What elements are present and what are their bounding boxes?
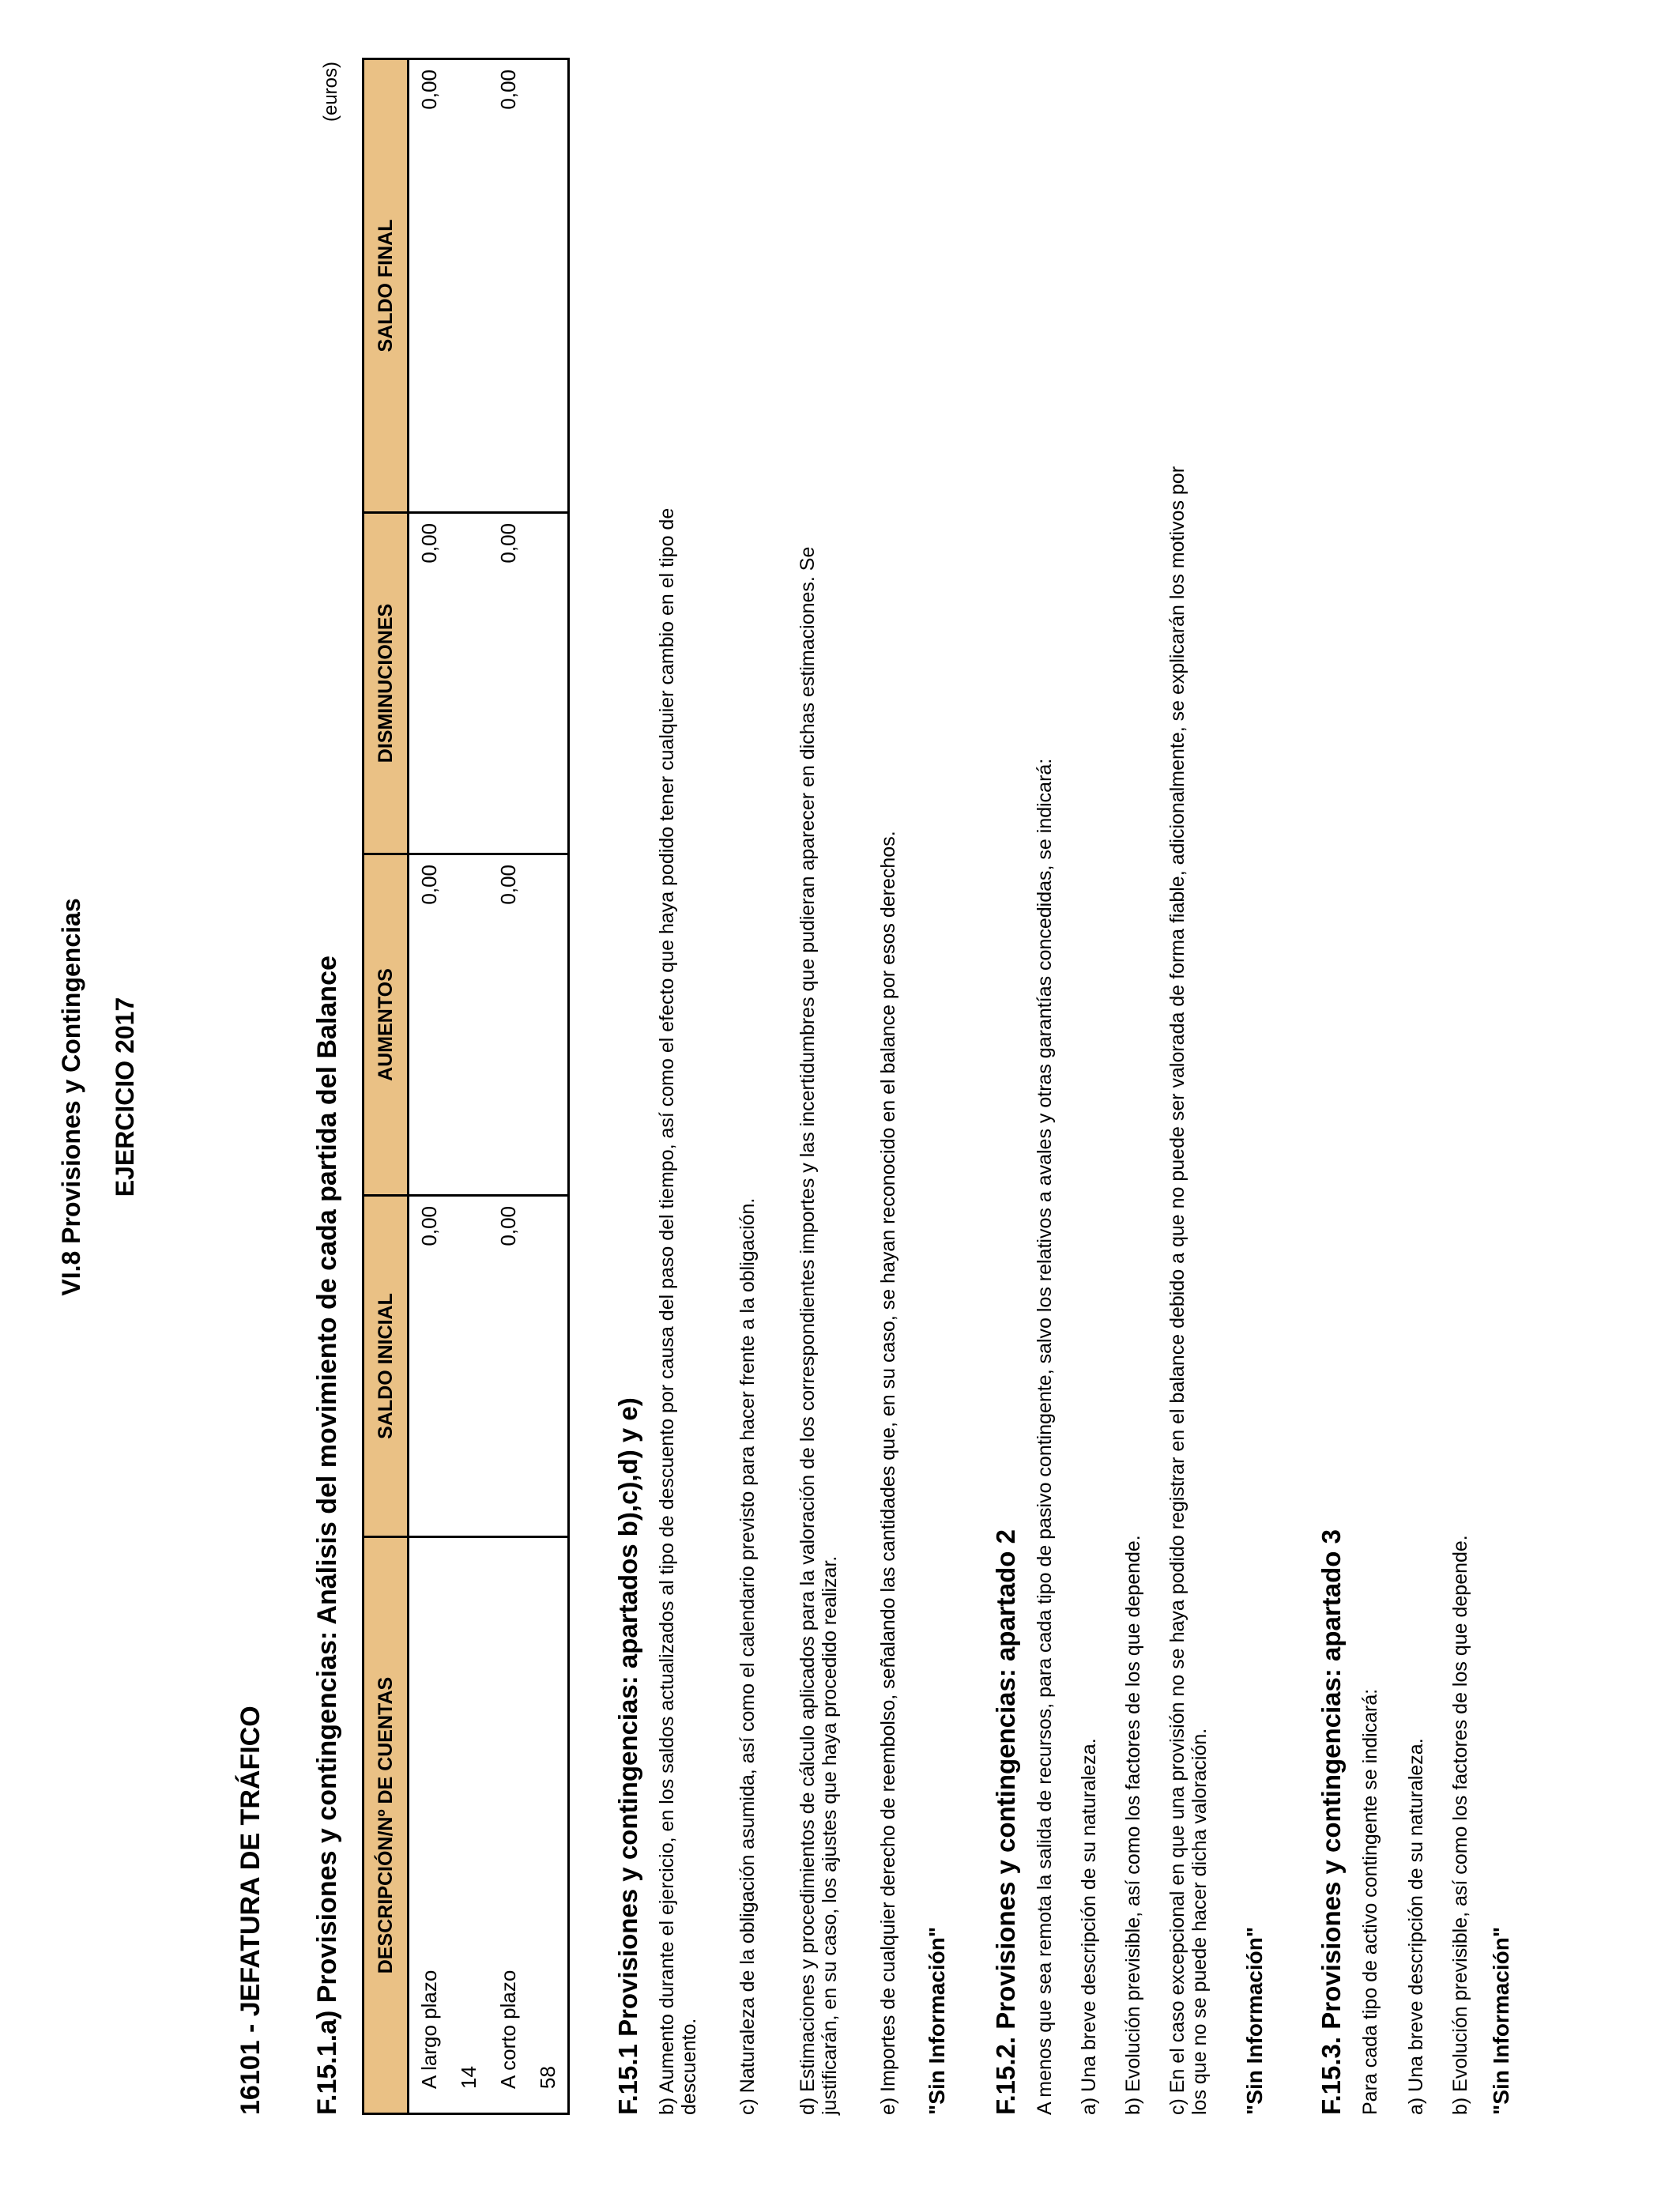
- disminuciones-value: 0,00: [417, 523, 441, 564]
- row-desc-cell: [409, 1537, 489, 2114]
- row-account: 58: [536, 2066, 559, 2089]
- saldo-final-value: 0,00: [496, 70, 520, 110]
- section-3-intro: Para cada tipo de activo contingente se indicará:: [1359, 1688, 1381, 2115]
- text-c: c) Naturaleza de la obligación asumida, así como el calendario previsto para hacer frente a la obligación.: [736, 1197, 759, 2115]
- aumentos-cell: [488, 854, 569, 1196]
- movement-table: [362, 58, 570, 2115]
- disminuciones-cell: [409, 513, 489, 854]
- saldo-final-value: 0,00: [417, 70, 441, 110]
- saldo-inicial-cell: [409, 1196, 489, 1537]
- table-row: [488, 59, 569, 2114]
- text-e: e) Importes de cualquier derecho de reembolso, señalando las cantidades que, en su caso, se hayan reconocido en el balance por esos derechos.: [877, 831, 899, 2115]
- col-header-aumentos: AUMENTOS: [363, 854, 409, 1196]
- text-d-line2: justificarán, en su caso, los ajustes que haya procedido realizar.: [819, 1555, 841, 2115]
- aumentos-cell: [409, 854, 489, 1196]
- unit-label: (euros): [320, 61, 341, 122]
- row-desc: A largo plazo: [417, 1970, 441, 2089]
- saldo-final-cell: [488, 59, 569, 513]
- section-2-c-line1: c) En el caso excepcional en que una provisión no se haya podido registrar en el balance debido a que no puede ser valorada de forma fiable, adicionalmente, se explicarán los motivos por: [1166, 466, 1188, 2115]
- text-d-line1: d) Estimaciones y procedimientos de cálculo aplicados para la valoración de los correspondientes importes y las incertidumbres que pudieran aparecer en dichas estimaciones. Se: [797, 546, 819, 2115]
- section-2-intro: A menos que sea remota la salida de recursos, para cada tipo de pasivo contingente, salvo los relativos a avales y otras garantías concedidas, se indicará:: [1034, 758, 1056, 2115]
- saldo-inicial-value: 0,00: [496, 1206, 520, 1246]
- entity-heading: 16101 - JEFATURA DE TRÁFICO: [235, 1706, 266, 2115]
- section-2-a: a) Una breve descripción de su naturaleza.: [1078, 1738, 1100, 2115]
- table-row: [409, 59, 489, 2114]
- sin-informacion-2: "Sin Información": [1242, 1926, 1267, 2115]
- aumentos-value: 0,00: [417, 865, 441, 905]
- col-header-disminuciones: DISMINUCIONES: [363, 513, 409, 854]
- page-title: VI.8 Provisiones y Contingencias: [57, 898, 85, 1296]
- section-3-heading: F.15.3. Provisiones y contingencias: apartado 3: [1317, 1529, 1346, 2115]
- saldo-inicial-cell: [488, 1196, 569, 1537]
- disminuciones-value: 0,00: [496, 523, 520, 564]
- section-2-heading: F.15.2. Provisiones y contingencias: apartado 2: [991, 1529, 1020, 2115]
- section-a-heading: F.15.1.a) Provisiones y contingencias: Análisis del movimiento de cada partida del Balance: [312, 956, 342, 2115]
- saldo-inicial-value: 0,00: [417, 1206, 441, 1246]
- table-header-row: [363, 59, 409, 2114]
- disminuciones-cell: [488, 513, 569, 854]
- sin-informacion-b: "Sin Información": [925, 1926, 949, 2115]
- row-account: 14: [457, 2066, 480, 2089]
- row-desc: A corto plazo: [496, 1970, 520, 2089]
- section-2-b: b) Evolución previsible, así como los factores de los que depende.: [1122, 1535, 1144, 2115]
- section-2-c-line2: los que no se puede hacer dicha valoración.: [1188, 1728, 1211, 2115]
- sin-informacion-3: "Sin Información": [1489, 1926, 1513, 2115]
- aumentos-value: 0,00: [496, 865, 520, 905]
- section-b-heading: F.15.1 Provisiones y contingencias: apartados b),c),d) y e): [613, 1397, 642, 2115]
- text-b-line1: b) Aumento durante el ejercicio, en los saldos actualizados al tipo de descuento por causa del paso del tiempo, así como el efecto que haya podido tener cualquier cambio en el tipo de: [656, 507, 678, 2115]
- saldo-final-cell: [409, 59, 489, 513]
- col-header-saldo-inicial: SALDO INICIAL: [363, 1196, 409, 1537]
- row-desc-cell: [488, 1537, 569, 2114]
- col-header-saldo-final: SALDO FINAL: [363, 59, 409, 513]
- section-3-b: b) Evolución previsible, así como los factores de los que depende.: [1449, 1535, 1471, 2115]
- text-b-line2: descuento.: [678, 2018, 700, 2115]
- col-header-descripcion: DESCRIPCIÓN/Nº DE CUENTAS: [363, 1537, 409, 2114]
- section-3-a: a) Una breve descripción de su naturaleza.: [1405, 1738, 1427, 2115]
- ejercicio-title: EJERCICIO 2017: [111, 997, 139, 1197]
